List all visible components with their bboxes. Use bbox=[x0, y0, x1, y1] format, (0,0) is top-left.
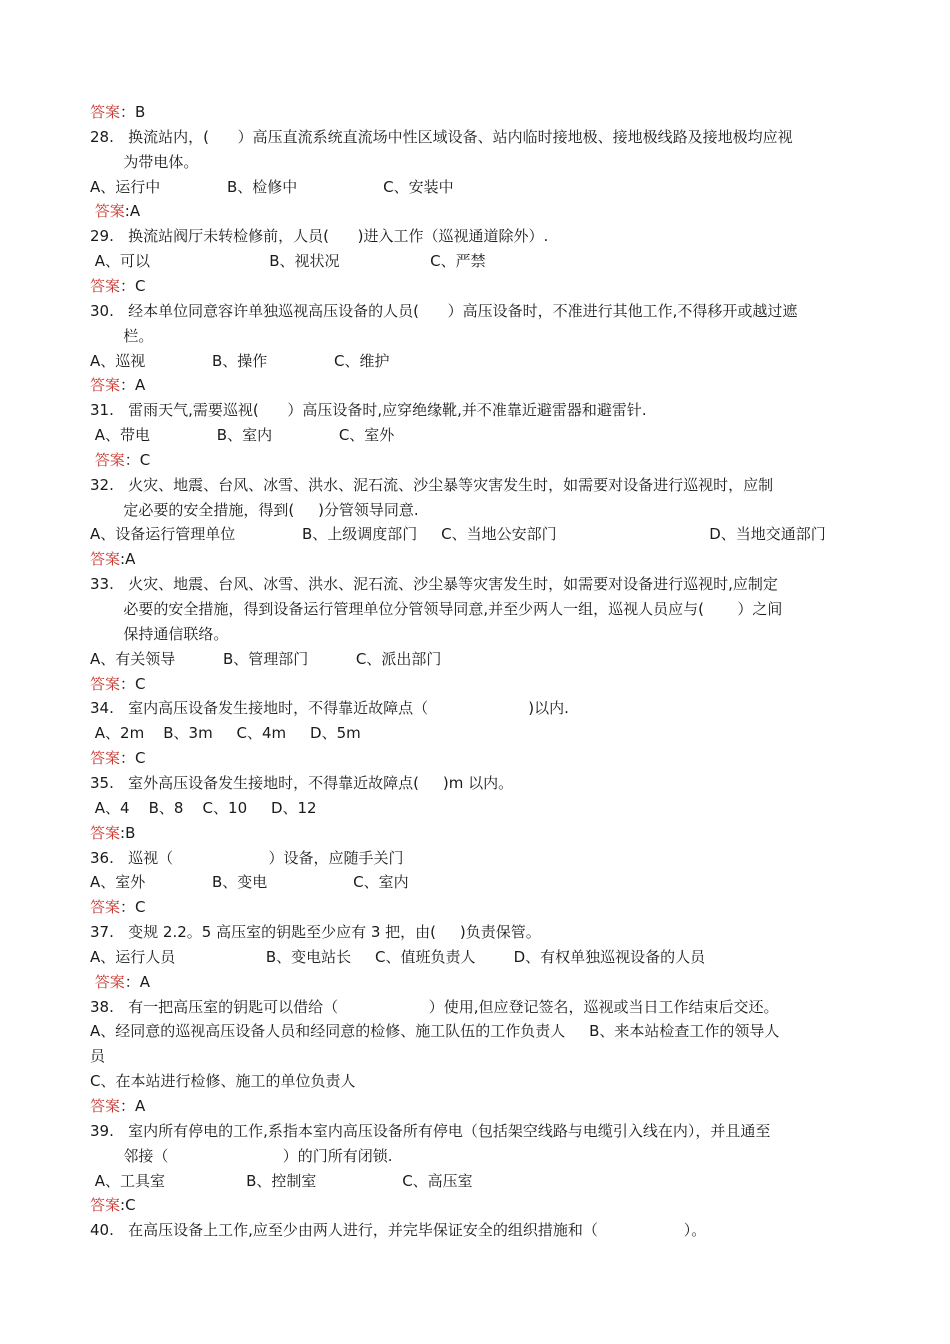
answer-label: 答案 bbox=[90, 450, 125, 469]
answer-label: 答案 bbox=[90, 898, 121, 917]
answer-value: ：C bbox=[120, 674, 146, 693]
answer-value: ：C bbox=[124, 450, 151, 469]
answer-value: ：A bbox=[120, 1097, 146, 1115]
text-line: A、经同意的巡视高压设备人员和经同意的检修、施工队伍的工作负责人 B、来本站检查工作的领导人 bbox=[90, 1022, 780, 1041]
text-line: A、4 B、8 C、10 D、12 bbox=[90, 798, 317, 817]
answer-label: 答案 bbox=[90, 749, 121, 768]
text-line: A、可以 B、视状况 C、严禁 bbox=[90, 252, 486, 271]
answer-line bbox=[90, 972, 150, 992]
answer-value: :A bbox=[124, 202, 141, 221]
answer-label: 答案 bbox=[90, 1097, 121, 1115]
text-line: 员 bbox=[90, 1047, 106, 1066]
answer-line bbox=[90, 897, 146, 917]
answer-value: :C bbox=[120, 1196, 136, 1215]
answer-line bbox=[90, 1195, 136, 1215]
answer-label: 答案 bbox=[90, 674, 121, 693]
answer-line bbox=[90, 1096, 145, 1116]
text-line: 37. 变规 2.2。5 高压室的钥匙至少应有 3 把，由( )负责保管。 bbox=[90, 923, 541, 942]
text-line: 定必要的安全措施，得到( )分管领导同意. bbox=[90, 500, 419, 519]
answer-label: 答案 bbox=[90, 276, 121, 295]
answer-label: 答案 bbox=[90, 376, 121, 395]
answer-label: 答案 bbox=[90, 202, 125, 221]
text-line: A、运行中 B、检修中 C、安装中 bbox=[90, 177, 454, 196]
answer-value: ：C bbox=[120, 749, 146, 768]
text-line: 邻接（ ）的门所有闭锁. bbox=[90, 1146, 393, 1165]
answer-value: :A bbox=[120, 550, 136, 569]
answer-line bbox=[90, 375, 145, 395]
text-line: 40. 在高压设备上工作,应至少由两人进行，并完毕保证安全的组织措施和（ ）。 bbox=[90, 1221, 707, 1240]
answer-label: 答案 bbox=[90, 1196, 121, 1215]
text-line: A、运行人员 B、变电站长 C、值班负责人 D、有权单独巡视设备的人员 bbox=[90, 947, 706, 966]
answer-line bbox=[90, 823, 135, 843]
answer-line bbox=[90, 276, 146, 296]
text-line: 36. 巡视（ ）设备，应随手关门 bbox=[90, 848, 404, 867]
answer-value: ：C bbox=[120, 276, 146, 295]
answer-label: 答案 bbox=[90, 823, 121, 842]
text-line: A、巡视 B、操作 C、维护 bbox=[90, 351, 390, 370]
answer-value: ：A bbox=[124, 972, 151, 991]
text-line: 39. 室内所有停电的工作,系指本室内高压设备所有停电（包括架空线路与电缆引入线在内），并且通至 bbox=[90, 1121, 771, 1140]
text-line: 32. 火灾、地震、台风、冰雪、洪水、泥石流、沙尘暴等灾害发生时，如需要对设备进行巡视时，应制 bbox=[90, 475, 774, 494]
answer-line bbox=[90, 748, 146, 768]
text-line: A、工具室 B、控制室 C、高压室 bbox=[90, 1171, 473, 1190]
answer-value: ：C bbox=[120, 898, 146, 917]
answer-line bbox=[90, 201, 140, 221]
text-line: A、2m B、3m C、4m D、5m bbox=[90, 724, 361, 743]
answer-value: ：B bbox=[120, 103, 146, 121]
answer-line bbox=[90, 674, 146, 694]
answer-value: :B bbox=[120, 823, 136, 842]
text-line: 31. 雷雨天气,需要巡视( ）高压设备时,应穿绝缘靴,并不准靠近避雷器和避雷针. bbox=[90, 401, 647, 420]
text-line: 保持通信联络。 bbox=[90, 624, 229, 643]
text-line: 38. 有一把高压室的钥匙可以借给（ ）使用,但应登记签名，巡视或当日工作结束后交还。 bbox=[90, 997, 779, 1016]
text-line: 29. 换流站阀厅未转检修前，人员( )进入工作（巡视通道除外）. bbox=[90, 227, 549, 246]
answer-label: 答案 bbox=[90, 103, 121, 121]
text-line: 33. 火灾、地震、台风、冰雪、洪水、泥石流、沙尘暴等灾害发生时，如需要对设备进行巡视时,应制定 bbox=[90, 575, 778, 594]
text-line: C、在本站进行检修、施工的单位负责人 bbox=[90, 1072, 356, 1091]
answer-line bbox=[90, 549, 135, 569]
text-line: A、带电 B、室内 C、室外 bbox=[90, 426, 395, 445]
answer-line bbox=[90, 450, 150, 470]
text-line: 30. 经本单位同意容许单独巡视高压设备的人员( ）高压设备时，不准进行其他工作,不得移开或越过遮 bbox=[90, 301, 798, 320]
text-line: 34. 室内高压设备发生接地时，不得靠近故障点（ )以内. bbox=[90, 699, 569, 718]
text-line: 为带电体。 bbox=[90, 152, 199, 171]
answer-label: 答案 bbox=[90, 972, 125, 991]
text-line: 栏。 bbox=[90, 326, 154, 345]
text-line: 35. 室外高压设备发生接地时，不得靠近故障点( )m 以内。 bbox=[90, 773, 514, 792]
text-line: A、室外 B、变电 C、室内 bbox=[90, 873, 409, 892]
text-line: A、有关领导 B、管理部门 C、派出部门 bbox=[90, 649, 442, 668]
answer-label: 答案 bbox=[90, 550, 121, 569]
text-line: A、设备运行管理单位 B、上级调度部门 C、当地公安部门 D、当地交通部门 bbox=[90, 525, 826, 544]
text-line: 必要的安全措施，得到设备运行管理单位分管领导同意,并至少两人一组，巡视人员应与( ）之间 bbox=[90, 600, 783, 618]
answer-line bbox=[90, 102, 145, 122]
text-line: 28. 换流站内，( ）高压直流系统直流场中性区域设备、站内临时接地极、接地极线路及接地极均应视 bbox=[90, 127, 793, 146]
answer-value: ：A bbox=[120, 376, 146, 395]
